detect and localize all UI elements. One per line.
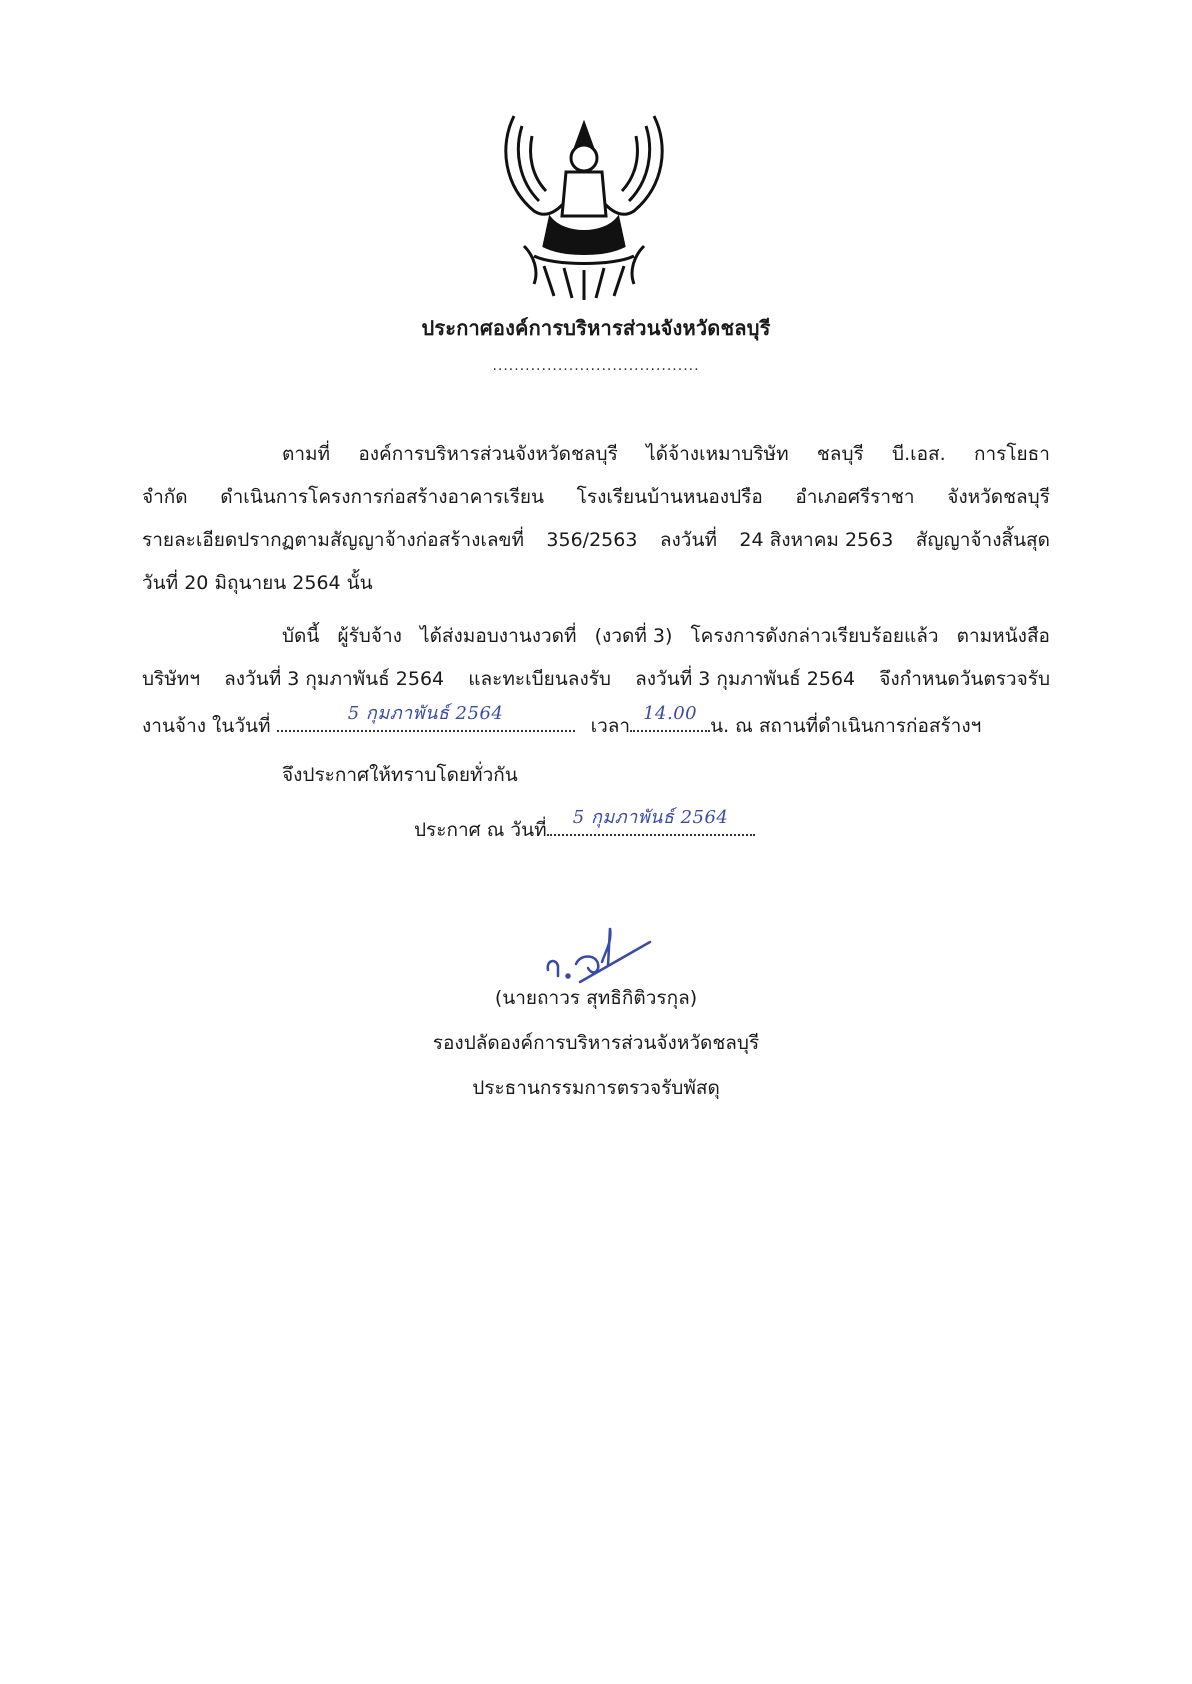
para1-line4: วันที่ 20 มิถุนายน 2564 นั้น — [142, 572, 373, 594]
para2-line2: บริษัทฯ ลงวันที่ 3 กุมภาพันธ์ 2564 และทะเบียนลงรับ ลงวันที่ 3 กุมภาพันธ์ 2564 จึงกำหนดวันตรวจรับ — [142, 668, 1050, 690]
para1-line1: ตามที่ องค์การบริหารส่วนจังหวัดชลบุรี ได้จ้างเหมาบริษัท ชลบุรี บี.เอส. การโยธา — [282, 443, 1050, 465]
handwritten-signature — [540, 914, 660, 984]
closing-statement: จึงประกาศให้ทราบโดยทั่วกัน — [282, 764, 518, 786]
announce-date-line: ประกาศ ณ วันที่ 5 กุมภาพันธ์ 2564 — [414, 812, 755, 844]
document-title: ประกาศองค์การบริหารส่วนจังหวัดชลบุรี — [421, 316, 771, 340]
signatory-position: รองปลัดองค์การบริหารส่วนจังหวัดชลบุรี — [432, 1032, 760, 1054]
para1-line3: รายละเอียดปรากฏตามสัญญาจ้างก่อสร้างเลขที่ 356/2563 ลงวันที่ 24 สิงหาคม 2563 สัญญาจ้างสิ้นสุด — [142, 529, 1050, 551]
garuda-emblem-icon — [494, 106, 674, 302]
title-underline-dots: ...................................... — [492, 358, 700, 374]
committee-position: ประธานกรรมการตรวจรับพัสดุ — [472, 1077, 720, 1099]
para2-line3: งานจ้าง ในวันที่ 5 กุมภาพันธ์ 2564 เวลา 14.00 น. ณ สถานที่ดำเนินการก่อสร้างฯ — [142, 708, 981, 740]
announce-date-field — [547, 807, 755, 836]
handwritten-inspection-date: 5 กุมภาพันธ์ 2564 — [347, 703, 504, 724]
para2-line1: บัดนี้ ผู้รับจ้าง ได้ส่งมอบงานงวดที่ (งวดที่ 3) โครงการดังกล่าวเรียบร้อยแล้ว ตามหนังสือ — [282, 625, 1050, 647]
inspection-date-field — [277, 703, 575, 732]
para1-line2: จำกัด ดำเนินการโครงการก่อสร้างอาคารเรียน โรงเรียนบ้านหนองปรือ อำเภอศรีราชา จังหวัดชลบุรี — [142, 486, 1050, 508]
handwritten-announce-date: 5 กุมภาพันธ์ 2564 — [572, 807, 729, 828]
signatory-name: (นายถาวร สุทธิกิติวรกุล) — [494, 987, 698, 1009]
handwritten-inspection-time: 14.00 — [643, 703, 698, 724]
inspection-time-field — [630, 703, 710, 732]
